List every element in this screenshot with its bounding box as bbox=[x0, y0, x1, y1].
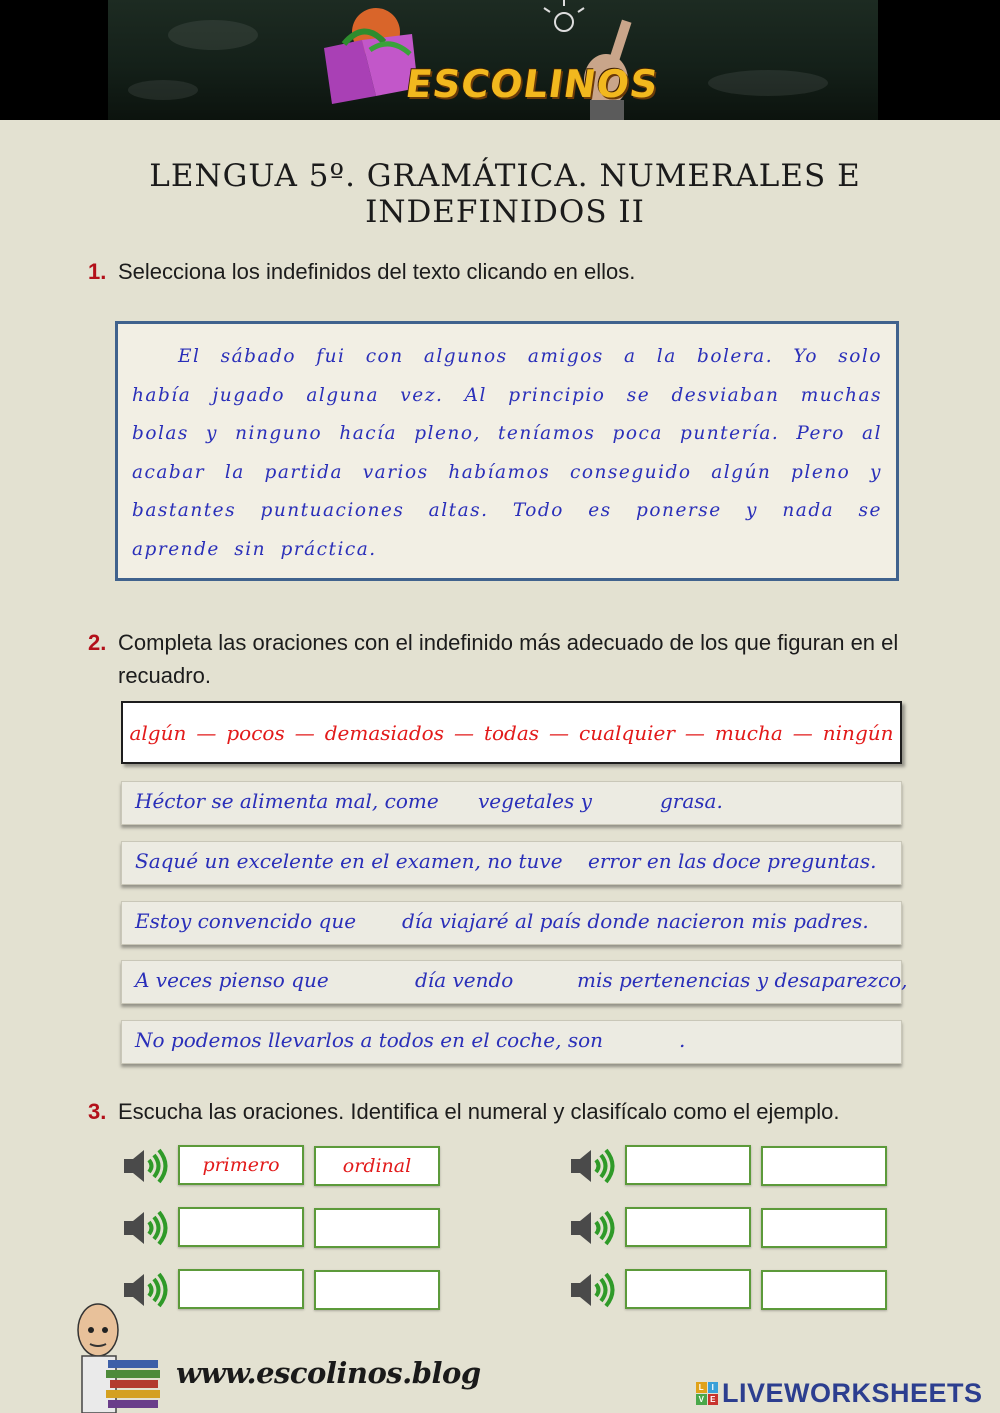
lightbulb-icon bbox=[544, 0, 584, 31]
question-3 bbox=[88, 1095, 908, 1128]
numeral-input[interactable] bbox=[625, 1269, 751, 1309]
type-example-box: ordinal bbox=[314, 1146, 440, 1186]
question-1 bbox=[88, 255, 908, 288]
type-input[interactable] bbox=[761, 1146, 887, 1186]
word-separator: — bbox=[294, 720, 315, 745]
numeral-input[interactable] bbox=[178, 1269, 304, 1309]
reading-passage[interactable]: El sábado fui con algunos amigos a la bolera. Yo solo había jugado alguna vez. Al principio se desviaban muchas bolas y ninguno hacía pleno, teníamos poca puntería. Pero al acabar la partida varios habíamos conseguido algún pleno y bastantes puntuaciones altas. Todo es ponerse y nada se aprende sin práctica. bbox=[132, 346, 882, 560]
word-bank-item: todas bbox=[483, 720, 540, 745]
logo-text: ESCOLINOS bbox=[402, 62, 662, 106]
numeral-input[interactable] bbox=[625, 1145, 751, 1185]
word-separator: — bbox=[196, 720, 217, 745]
sentence-row bbox=[121, 901, 902, 945]
speaker-icon[interactable] bbox=[569, 1208, 617, 1248]
speaker-icon[interactable] bbox=[569, 1146, 617, 1186]
word-bank-item: cualquier bbox=[579, 720, 675, 745]
word-separator: — bbox=[684, 720, 705, 745]
sentence-text: Héctor se alimenta mal, come bbox=[135, 789, 439, 813]
type-input[interactable] bbox=[314, 1270, 440, 1310]
page-title: LENGUA 5º. GRAMÁTICA. NUMERALES E INDEFINIDOS II bbox=[149, 158, 861, 230]
word-bank-item: pocos bbox=[226, 720, 285, 745]
word-separator: — bbox=[549, 720, 570, 745]
escolinos-logo bbox=[314, 0, 664, 120]
speaker-icon[interactable] bbox=[122, 1146, 170, 1186]
speaker-icon[interactable] bbox=[569, 1270, 617, 1310]
sentence-text: error en las doce preguntas. bbox=[588, 849, 877, 873]
sentence-text: día viajaré al país donde nacieron mis padres. bbox=[402, 909, 869, 933]
word-bank-item: ningún bbox=[822, 720, 894, 745]
numeral-input[interactable] bbox=[625, 1207, 751, 1247]
type-input[interactable] bbox=[314, 1208, 440, 1248]
question-text: Selecciona los indefinidos del texto clicando en ellos. bbox=[118, 259, 636, 284]
word-separator: — bbox=[792, 720, 813, 745]
liveworksheets-brand: LIVEWORKSHEETS bbox=[722, 1377, 983, 1408]
question-text: Escucha las oraciones. Identifica el numeral y clasifícalo como el ejemplo. bbox=[118, 1099, 840, 1124]
sentence-text: Estoy convencido que bbox=[135, 909, 357, 933]
reading-passage-box bbox=[115, 321, 899, 581]
sentence-text: . bbox=[679, 1028, 686, 1052]
sentence-text: día vendo bbox=[415, 968, 514, 992]
word-bank-item: mucha bbox=[714, 720, 783, 745]
word-bank-item: demasiados bbox=[324, 720, 444, 745]
question-2 bbox=[88, 626, 908, 692]
sentence-text: mis pertenencias y desaparezco, bbox=[577, 968, 908, 992]
numeral-example-box: primero bbox=[178, 1145, 304, 1185]
question-text: Completa las oraciones con el indefinido más adecuado de los que figuran en el recuadro. bbox=[118, 630, 899, 688]
question-number: 2. bbox=[88, 630, 107, 655]
sentence-row bbox=[121, 1020, 902, 1064]
word-bank bbox=[121, 701, 902, 764]
sentence-text: No podemos llevarlos a todos en el coche, son bbox=[135, 1028, 604, 1052]
sentence-row bbox=[121, 841, 902, 885]
word-bank-item: algún bbox=[129, 720, 187, 745]
sentence-text: grasa. bbox=[660, 789, 723, 813]
question-number: 3. bbox=[88, 1099, 107, 1124]
sentence-text: vegetales y bbox=[478, 789, 592, 813]
sentence-row bbox=[121, 960, 908, 1004]
sentence-text: Saqué un excelente en el examen, no tuve bbox=[135, 849, 563, 873]
footer-url[interactable]: www.escolinos.blog bbox=[176, 1356, 481, 1390]
header-banner bbox=[0, 0, 1000, 120]
liveworksheets-logo bbox=[696, 1376, 983, 1410]
word-separator: — bbox=[453, 720, 474, 745]
speaker-icon[interactable] bbox=[122, 1208, 170, 1248]
question-number: 1. bbox=[88, 259, 107, 284]
mascot-books-icon bbox=[68, 1300, 178, 1413]
type-input[interactable] bbox=[761, 1270, 887, 1310]
sentence-row bbox=[121, 781, 902, 825]
type-input[interactable] bbox=[761, 1208, 887, 1248]
sentence-text: A veces pienso que bbox=[135, 968, 329, 992]
liveworksheets-icon: L I V E bbox=[696, 1382, 718, 1404]
numeral-input[interactable] bbox=[178, 1207, 304, 1247]
